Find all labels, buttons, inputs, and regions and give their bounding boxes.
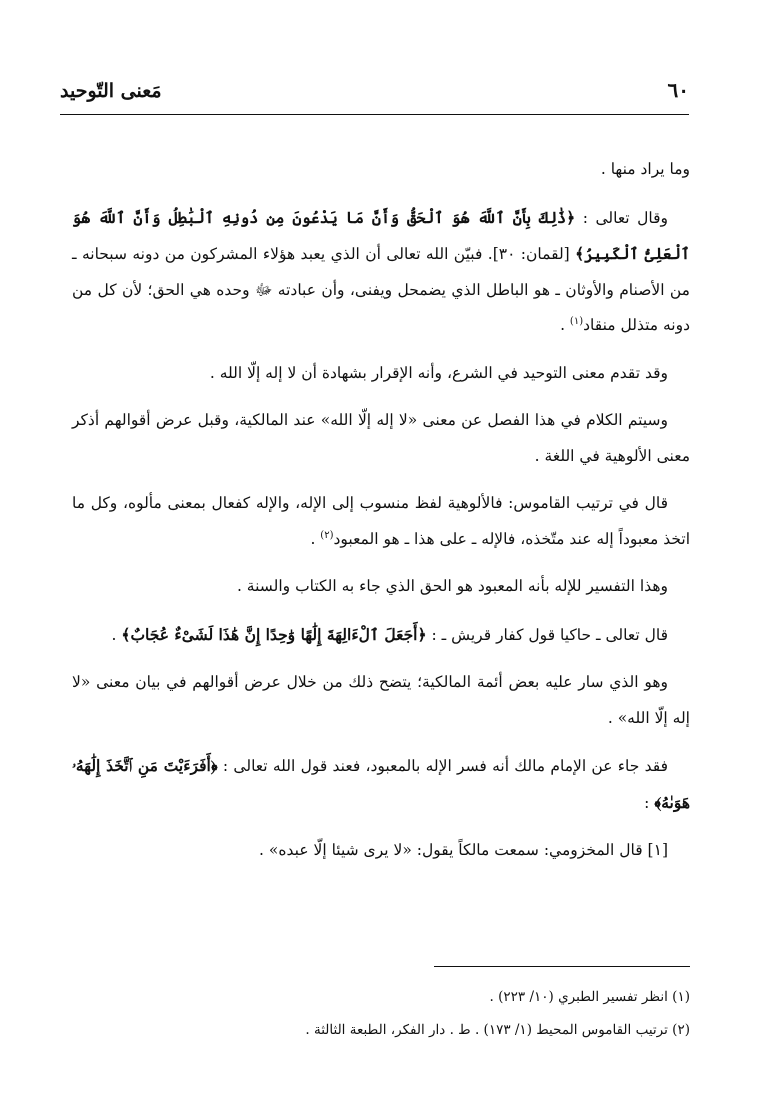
page-number: ٦٠: [667, 78, 689, 102]
paragraph-text: [لقمان: ٣٠]. فبيّن الله تعالى أن الذي يعبد هؤلاء المشركون من دونه سبحانه ـ من الأصنام والأوثان ـ هو الباطل الذي يضمحل ويفنى، وأن عبادته ﷻ وحده هي الحق؛ لأن كل من دونه متذلل منقاد: [72, 245, 690, 334]
paragraph-text: :: [644, 793, 655, 812]
running-title: مَعنى التّوحيد: [60, 80, 162, 102]
paragraph-text: .: [111, 625, 122, 644]
paragraph-text: .: [560, 316, 570, 334]
footnotes: [72, 981, 690, 1047]
paragraph: [72, 356, 690, 392]
paragraph-text: قال تعالى ـ حاكيا قول كفار قريش ـ :: [426, 625, 668, 644]
footnote: (٢) ترتيب القاموس المحيط (١/ ١٧٣) . ط . دار الفكر، الطبعة الثالثة .: [305, 1022, 690, 1038]
paragraph-text: قال في ترتيب القاموس: فالألوهية لفظ منسوب إلى الإله، والإله كفعال بمعنى مألوه، وكل ما اتخذ معبوداً إله عند متّخذه، فالإله ـ على هذا ـ هو المعبود: [72, 494, 690, 548]
footnote-ref: (١): [569, 315, 584, 327]
footnote-ref: (٢): [320, 529, 334, 541]
paragraph: [72, 403, 690, 474]
paragraph: [72, 152, 690, 188]
paragraph-text: وسيتم الكلام في هذا الفصل عن معنى «لا إله إلّا الله» عند المالكية، وقبل عرض أقوالهم أذكر معنى الألوهية في اللغة .: [72, 411, 690, 465]
paragraph-text: وهو الذي سار عليه بعض أئمة المالكية؛ يتضح ذلك من خلال عرض أقوالهم في بيان معنى «لا إله إلّا الله» .: [72, 673, 690, 727]
footnote-separator: [434, 966, 690, 967]
paragraph-text: وقال تعالى :: [575, 208, 668, 227]
paragraph-text: فقد جاء عن الإمام مالك أنه فسر الإله بالمعبود، فعند قول الله تعالى :: [217, 757, 668, 775]
paragraph-text: وما يراد منها .: [600, 160, 690, 178]
paragraph-text: .: [310, 529, 321, 548]
paragraph: [72, 748, 690, 821]
paragraph-text: وقد تقدم معنى التوحيد في الشرع، وأنه الإقرار بشهادة أن لا إله إلّا الله .: [209, 363, 668, 382]
paragraph: [72, 200, 690, 344]
footnote: (١) انظر تفسير الطبري (١٠/ ٢٢٣) .: [489, 989, 690, 1005]
quran-verse: ﴿ذَٰلِكَ بِأَنَّ ٱللَّهَ هُوَ ٱلْحَقُّ وَأَنَّ مَا يَدْعُونَ مِن دُونِهِ ٱلْبَٰطِلُ وَأَنَّ ٱللَّهَ هُوَ ٱلْعَلِىُّ ٱلْكَبِيرُ﴾: [72, 207, 690, 263]
quran-verse: ﴿أَجَعَلَ ٱلْءَالِهَةَ إِلَٰهًا وَٰحِدًا إِنَّ هَٰذَا لَشَىْءٌ عُجَابٌ﴾: [121, 624, 427, 644]
paragraph-text: وهذا التفسير للإله بأنه المعبود هو الحق الذي جاء به الكتاب والسنة .: [236, 577, 668, 595]
paragraph: [72, 486, 690, 557]
paragraph: [72, 617, 690, 654]
paragraph-text: [١] قال المخزومي: سمعت مالكاً يقول: «لا يرى شيئا إلّا عبده» .: [259, 841, 668, 859]
page-header: [60, 74, 689, 115]
numbered-item: [72, 833, 690, 869]
main-text: [72, 152, 690, 881]
paragraph: [72, 569, 690, 605]
quran-verse: ﴿أَفَرَءَيْتَ مَنِ ٱتَّخَذَ إِلَٰهَهُۥ هَوَىٰهُ﴾: [72, 756, 690, 812]
paragraph: [72, 665, 690, 736]
